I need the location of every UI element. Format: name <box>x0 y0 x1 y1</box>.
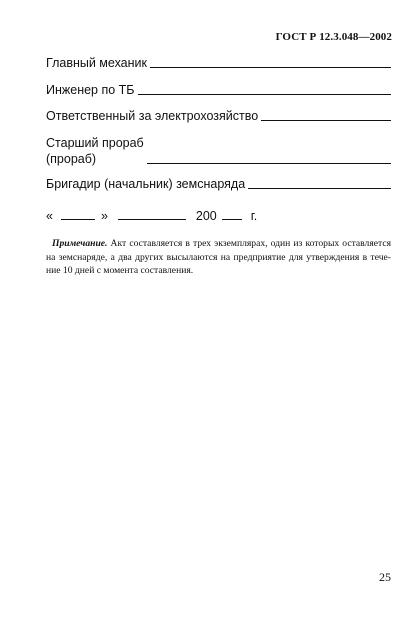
note-label: Примечание. <box>52 238 108 249</box>
signature-row-senior-foreman <box>46 135 391 167</box>
signature-row-brigadier <box>46 177 391 192</box>
signature-line <box>138 93 391 95</box>
signature-line <box>248 187 391 189</box>
close-quote: » <box>100 209 108 223</box>
open-quote: « <box>46 209 53 223</box>
note-paragraph <box>46 237 391 278</box>
signature-line <box>147 162 391 164</box>
signature-label-line1: Старший прораб <box>46 136 144 150</box>
signature-label: Бригадир (начальник) земснаряда <box>46 177 246 191</box>
signature-row-chief-mechanic <box>46 56 391 71</box>
date-line <box>46 209 257 223</box>
day-blank <box>61 218 95 220</box>
year-prefix: 200 <box>195 209 217 223</box>
signature-row-safety-engineer <box>46 83 391 98</box>
signature-line <box>261 119 391 121</box>
signature-label-block <box>46 135 147 167</box>
signature-label-line2: (прораб) <box>46 152 97 166</box>
signature-label: Инженер по ТБ <box>46 83 135 97</box>
signature-label: Главный механик <box>46 56 147 70</box>
document-code: ГОСТ Р 12.3.048—2002 <box>275 31 392 43</box>
year-suffix: г. <box>250 209 258 223</box>
signature-label: Ответственный за электрохозяйство <box>46 109 259 123</box>
month-blank <box>118 218 186 220</box>
year-blank <box>222 218 242 220</box>
page-number: 25 <box>379 570 391 584</box>
signature-row-electrical-responsible <box>46 109 391 124</box>
note-text: Акт составляется в трех экземплярах, один из которых оставляется на земснаряде, а два других высылаются на предприятие для утверждения в течение 10 дней с момента составления. <box>46 238 391 276</box>
signature-line <box>150 66 391 68</box>
